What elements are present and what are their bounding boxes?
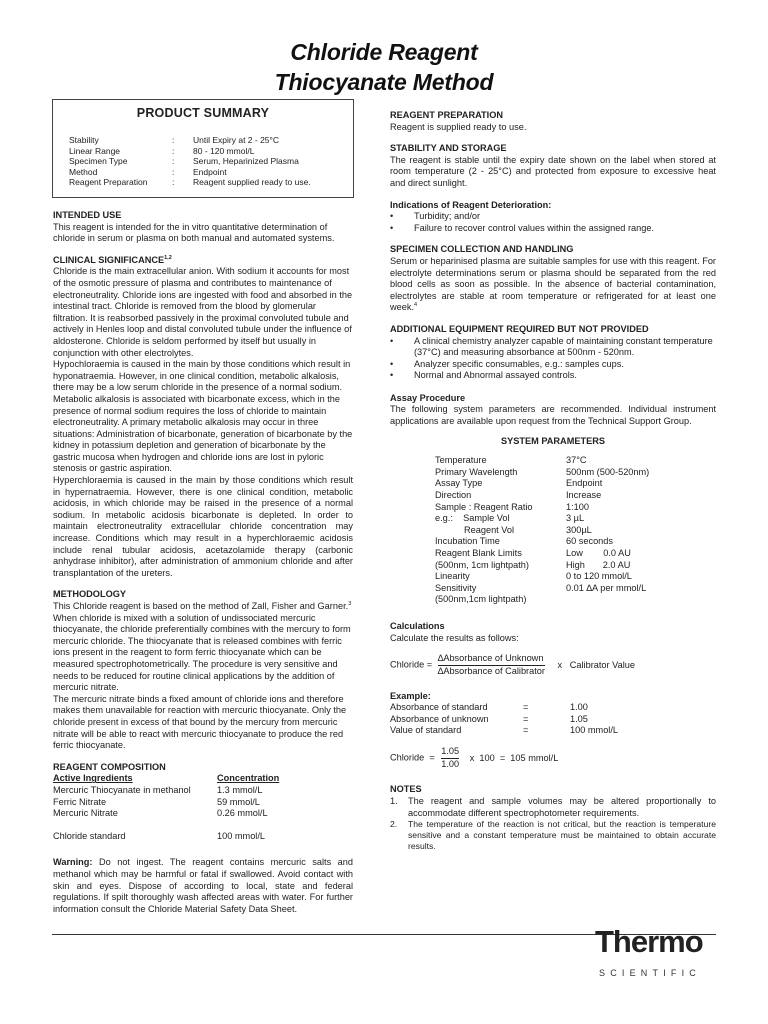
equipment-item: • Analyzer specific consumables, e.g.: samples cups. bbox=[390, 359, 716, 371]
example-table: Absorbance of standard = 1.00 Absorbance of unknown = 1.05 Value of standard = 100 mmol/L bbox=[390, 702, 619, 736]
note-item: 2. The temperature of the reaction is not critical, but the reaction is temperature sensitive and a constant temperature must be maintained to obtain accurate results. bbox=[390, 819, 716, 851]
composition-row: Chloride standard bbox=[53, 831, 126, 842]
deterioration-heading: Indications of Reagent Deterioration: bbox=[390, 199, 552, 210]
param-value: High 2.0 AU bbox=[566, 559, 631, 570]
specimen-text: Serum or heparinised plasma are suitable samples for use with this reagent. For electrolyte determinations serum or plasma should be separated from the red blood cells as soon as possible. In the absence of bacterial contamination, electrolytes are stable at room temperature or refrigerated for at least one week.$^4$ bbox=[390, 255, 716, 313]
composition-row: Mercuric Thiocyanate in methanol bbox=[53, 784, 191, 795]
composition-row-value: 100 mmol/L bbox=[217, 831, 266, 842]
example-fraction: $\frac{1.05}{1.00}$ bbox=[441, 746, 460, 769]
param-value: 1:100 bbox=[566, 501, 589, 512]
param-value: 0.01 ∆A per mmol/L bbox=[566, 582, 647, 593]
composition-col-concentration: Concentration bbox=[217, 773, 280, 784]
param-label: (500nm,1cm lightpath) bbox=[435, 594, 527, 605]
equipment-item: • Normal and Abnormal assayed controls. bbox=[390, 370, 716, 382]
equipment-heading: ADDITIONAL EQUIPMENT REQUIRED BUT NOT PROVIDED bbox=[390, 323, 649, 334]
param-label: Sample : Reagent Ratio bbox=[435, 501, 533, 512]
clinical-significance-heading: CLINICAL SIGNIFICANCE$^{1,2}$ bbox=[53, 254, 172, 265]
clinical-paragraph-2: Hypochloraemia is caused in the main by those conditions which result in hyponatraemia. However, in one clinical condition, metabolic alkalosis, there may be a low serum chloride in the presence of a normal sodium. Metabolic alkalosis is associated with bicarbonate excess, which in the presence of normal sodium requires the loss of chloride to maintain electroneutrality. A primary metabolic alkalosis may occur in three situations: Administration of bicarbonate, generation of bicarbonate by the kidney in potassium depletion and generation of bicarbonate by the gastric mucosa when hydrogen and chloride ions are lost in pyloric stenosis or gastric aspiration. bbox=[53, 359, 353, 474]
storage-text: The reagent is stable until the expiry date shown on the label when stored at room temperature (2 - 25°C) and protected from exposure to excessive heat and direct sunlight. bbox=[390, 154, 716, 188]
product-summary-box: PRODUCT SUMMARY Stability : Until Expiry at 2 - 25°C Linear Range : 80 - 120 mmol/L Specimen Type : Serum, Heparinized Plasma Method : Endpoint Reagent Preparation : Reagent supplied ready to use. bbox=[52, 99, 354, 198]
title-line-2: Thiocyanate Method bbox=[274, 69, 494, 95]
intended-use-text: This reagent is intended for the in vitro quantitative determination of chloride in serum or plasma on both manual and automated systems. bbox=[53, 221, 335, 244]
param-label: Reagent Vol bbox=[464, 524, 515, 535]
param-label: Linearity bbox=[435, 571, 470, 582]
equipment-item: • A clinical chemistry analyzer capable of maintaining constant temperature (37°C) and measuring absorbance at 500nm - 520nm. bbox=[390, 336, 716, 359]
composition-row-value: 59 mmol/L bbox=[217, 796, 260, 807]
composition-row-value: 1.3 mmol/L bbox=[217, 784, 263, 795]
param-value: 0 to 120 mmol/L bbox=[566, 571, 632, 582]
left-column bbox=[53, 210, 353, 915]
param-label: Primary Wavelength bbox=[435, 466, 518, 477]
param-value: 500nm (500-520nm) bbox=[566, 466, 650, 477]
note-item: 1. The reagent and sample volumes may be altered proportionally to accommodate different spectrophotometer requirements. bbox=[390, 796, 716, 818]
thermo-logo: Thermo bbox=[595, 924, 703, 959]
param-value: Increase bbox=[566, 490, 602, 501]
param-value: 3 µL bbox=[566, 513, 585, 524]
param-label: Direction bbox=[435, 490, 472, 501]
system-parameters-table bbox=[390, 455, 716, 619]
assay-heading: Assay Procedure bbox=[390, 392, 466, 403]
methodology-paragraph-2: The mercuric nitrate binds a fixed amount of chloride ions and therefore makes them unavailable for reaction with mercuric thiocyanate. Only the chloride present in excess of that bound by the mercury from mercuric nitrate will be able to react with mercuric thiocyanate to produce the red ferric thiocyanate. bbox=[53, 693, 347, 751]
preparation-text: Reagent is supplied ready to use. bbox=[390, 121, 527, 132]
param-label: Temperature bbox=[435, 455, 487, 466]
param-label: (500nm, 1cm lightpath) bbox=[435, 559, 529, 570]
param-value: Endpoint bbox=[566, 478, 603, 489]
scientific-logo-text: SCIENTIFIC bbox=[599, 968, 702, 978]
methodology-heading: METHODOLOGY bbox=[53, 589, 126, 600]
deterioration-item: • Turbidity; and/or bbox=[390, 211, 716, 223]
summary-heading: PRODUCT SUMMARY bbox=[136, 106, 270, 120]
composition-row: Mercuric Nitrate bbox=[53, 808, 118, 819]
deterioration-item: • Failure to recover control values within the assigned range. bbox=[390, 223, 716, 235]
param-value: 300µL bbox=[566, 524, 592, 535]
formula-fraction: $\frac{\text{∆Absorbance of Unknown}}{\text{∆Absorbance of Calibrator}}$ bbox=[437, 653, 545, 677]
param-label: e.g.: Sample Vol bbox=[435, 513, 510, 524]
assay-text: The following system parameters are recommended. Individual instrument applications are available upon request from the Technical Support Group. bbox=[390, 404, 716, 427]
composition-heading: REAGENT COMPOSITION bbox=[53, 761, 166, 772]
right-column bbox=[390, 110, 716, 852]
param-label: Assay Type bbox=[435, 478, 483, 489]
clinical-paragraph-3: Hyperchloraemia is caused in the main by those conditions which result in hypernatraemia. However, there is one clinical condition, metabolic acidosis, in which chloride may be raised in the presence of a normal sodium. In metabolic acidosis bicarbonate is depleted. In order to maintain electroneutrality extracellular chloride concentration may increase. Conditions which may result in a hyperchloraemic acidosis include renal tubular acidosis, acetazolamide therapy (carbonic anhydrase inhibitor), after administration of ammonium chloride and after transplantation of the ureters. bbox=[53, 475, 353, 578]
storage-heading: STABILITY AND STORAGE bbox=[390, 143, 507, 154]
calculations-intro: Calculate the results as follows: bbox=[390, 632, 519, 643]
composition-row-value: 0.26 mmol/L bbox=[217, 808, 268, 819]
param-value: Low 0.0 AU bbox=[566, 548, 631, 559]
page-title bbox=[0, 37, 768, 97]
example-formula: Chloride = $\frac{1.05}{1.00}$ x 100 = 105 mmol/L bbox=[390, 746, 559, 769]
calculation-formula: Chloride = $\frac{\text{∆Absorbance of Unknown}}{\text{∆Absorbance of Calibrator}}$ x Calibrator Value bbox=[390, 653, 635, 677]
clinical-paragraph-1: Chloride is the main extracellular anion. With sodium it accounts for most of the osmotic pressure of plasma and contributes to maintenance of electroneutrality. Chloride ions are ingested with food and absorbed in the intestinal tract. Chloride is removed from the blood by glomerular filtration. It is reabsorbed passively in the proximal convoluted tubule and actively in Henles loop and distal convoluted tubule under the influence of aldosterone. Chloride is seldom performed by itself but usually in conjunction with other electrolytes. bbox=[53, 266, 353, 358]
warning-text: Warning: Do not ingest. The reagent contains mercuric salts and methanol which may be harmful or fatal if swallowed. Avoid contact with skin and eyes. Dispose of according to local, state and federal regulations. If spilt thoroughly wash affected areas with water. For further information consult the Chloride Material Safety Data Sheet. bbox=[53, 857, 353, 914]
methodology-paragraph-1: This Chloride reagent is based on the method of Zall, Fisher and Garner.$^3$ When chloride is mixed with a solution of undissociated mercuric thiocyanate, the chloride preferentially combines with the mercury to form mercuric chloride. The thiocyanate that is released combines with ferric ions present in the reagent to form ferric thiocyanate which can be measured spectrophotometrically. The procedure is very sensitive and needs to be reduced for routine clinical applications by the addition of mercuric nitrate. bbox=[53, 600, 352, 693]
example-heading: Example: bbox=[390, 690, 431, 701]
composition-row: Ferric Nitrate bbox=[53, 796, 107, 807]
notes-heading: NOTES bbox=[390, 784, 422, 795]
intended-use-heading: INTENDED USE bbox=[53, 210, 122, 220]
title-line-1: Chloride Reagent bbox=[290, 39, 478, 65]
param-value: 37°C bbox=[566, 455, 587, 466]
calculations-heading: Calculations bbox=[390, 621, 445, 632]
composition-table bbox=[53, 773, 353, 853]
composition-col-ingredients: Active Ingredients bbox=[53, 773, 133, 784]
preparation-heading: REAGENT PREPARATION bbox=[390, 110, 503, 120]
param-label: Sensitivity bbox=[435, 582, 477, 593]
param-value: 60 seconds bbox=[566, 536, 613, 547]
param-label: Incubation Time bbox=[435, 536, 500, 547]
param-label: Reagent Blank Limits bbox=[435, 548, 522, 559]
system-parameters-heading: SYSTEM PARAMETERS bbox=[501, 435, 605, 446]
specimen-heading: SPECIMEN COLLECTION AND HANDLING bbox=[390, 244, 574, 255]
